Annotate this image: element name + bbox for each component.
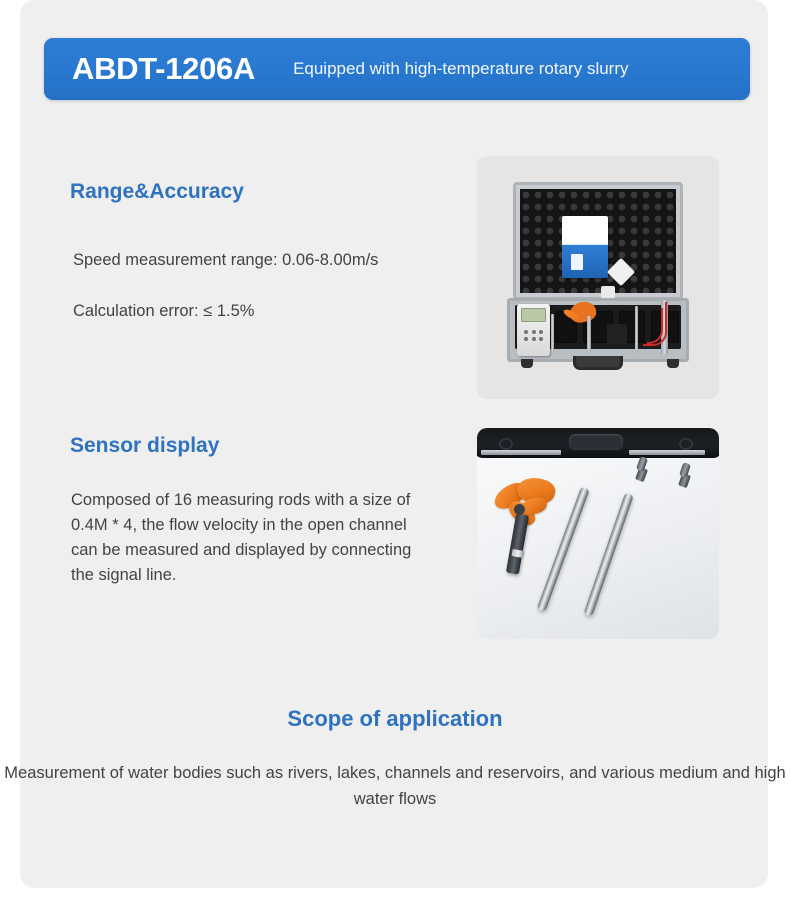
lid-chrome-trim [629, 450, 705, 455]
lid-latch-ring [679, 438, 693, 450]
user-manual-booklet [562, 216, 608, 278]
sensor-rods-illustration [477, 428, 719, 639]
carrying-case-illustration [477, 156, 719, 399]
measuring-rod [635, 306, 638, 354]
scope-of-application-description: Measurement of water bodies such as rivers, lakes, channels and reservoirs, and various medium and high water flows [4, 764, 786, 808]
sensor-display-description: Composed of 16 measuring rods with a size of 0.4M * 4, the flow velocity in the open channel can be measured and displayed by connecting the signal line. [71, 491, 412, 584]
case-foot [667, 359, 679, 368]
sensor-probe-body [506, 513, 529, 574]
section-heading-scope-of-application: Scope of application [287, 706, 503, 731]
measuring-rod [584, 493, 634, 617]
case-lid-strip [477, 428, 719, 458]
lid-handle [569, 434, 623, 450]
section-heading-range-accuracy: Range&Accuracy [70, 180, 244, 203]
lid-chrome-trim [481, 450, 561, 455]
product-image-sensor-and-rods [477, 428, 719, 639]
case-carry-handle [573, 356, 623, 370]
section-heading-sensor-display: Sensor display [70, 434, 220, 457]
product-model-title: ABDT-1206A [72, 51, 256, 86]
case-foot [521, 359, 533, 368]
spec-calculation-error: Calculation error: ≤ 1.5% [73, 302, 255, 320]
spec-speed-measurement-range: Speed measurement range: 0.06-8.00m/s [73, 251, 379, 269]
measuring-rod [551, 314, 554, 354]
product-tagline: Equipped with high-temperature rotary slurry [293, 59, 629, 78]
lid-latch-ring [499, 438, 513, 450]
product-header-banner [44, 38, 750, 100]
product-image-carrying-case [477, 156, 719, 399]
meter-keypad [522, 328, 545, 344]
meter-lcd-screen [521, 308, 546, 322]
handheld-meter [517, 304, 550, 356]
measuring-rod [587, 316, 591, 354]
accessory-cap [601, 286, 615, 298]
power-adapter [607, 324, 627, 344]
propeller-hub [514, 504, 525, 515]
